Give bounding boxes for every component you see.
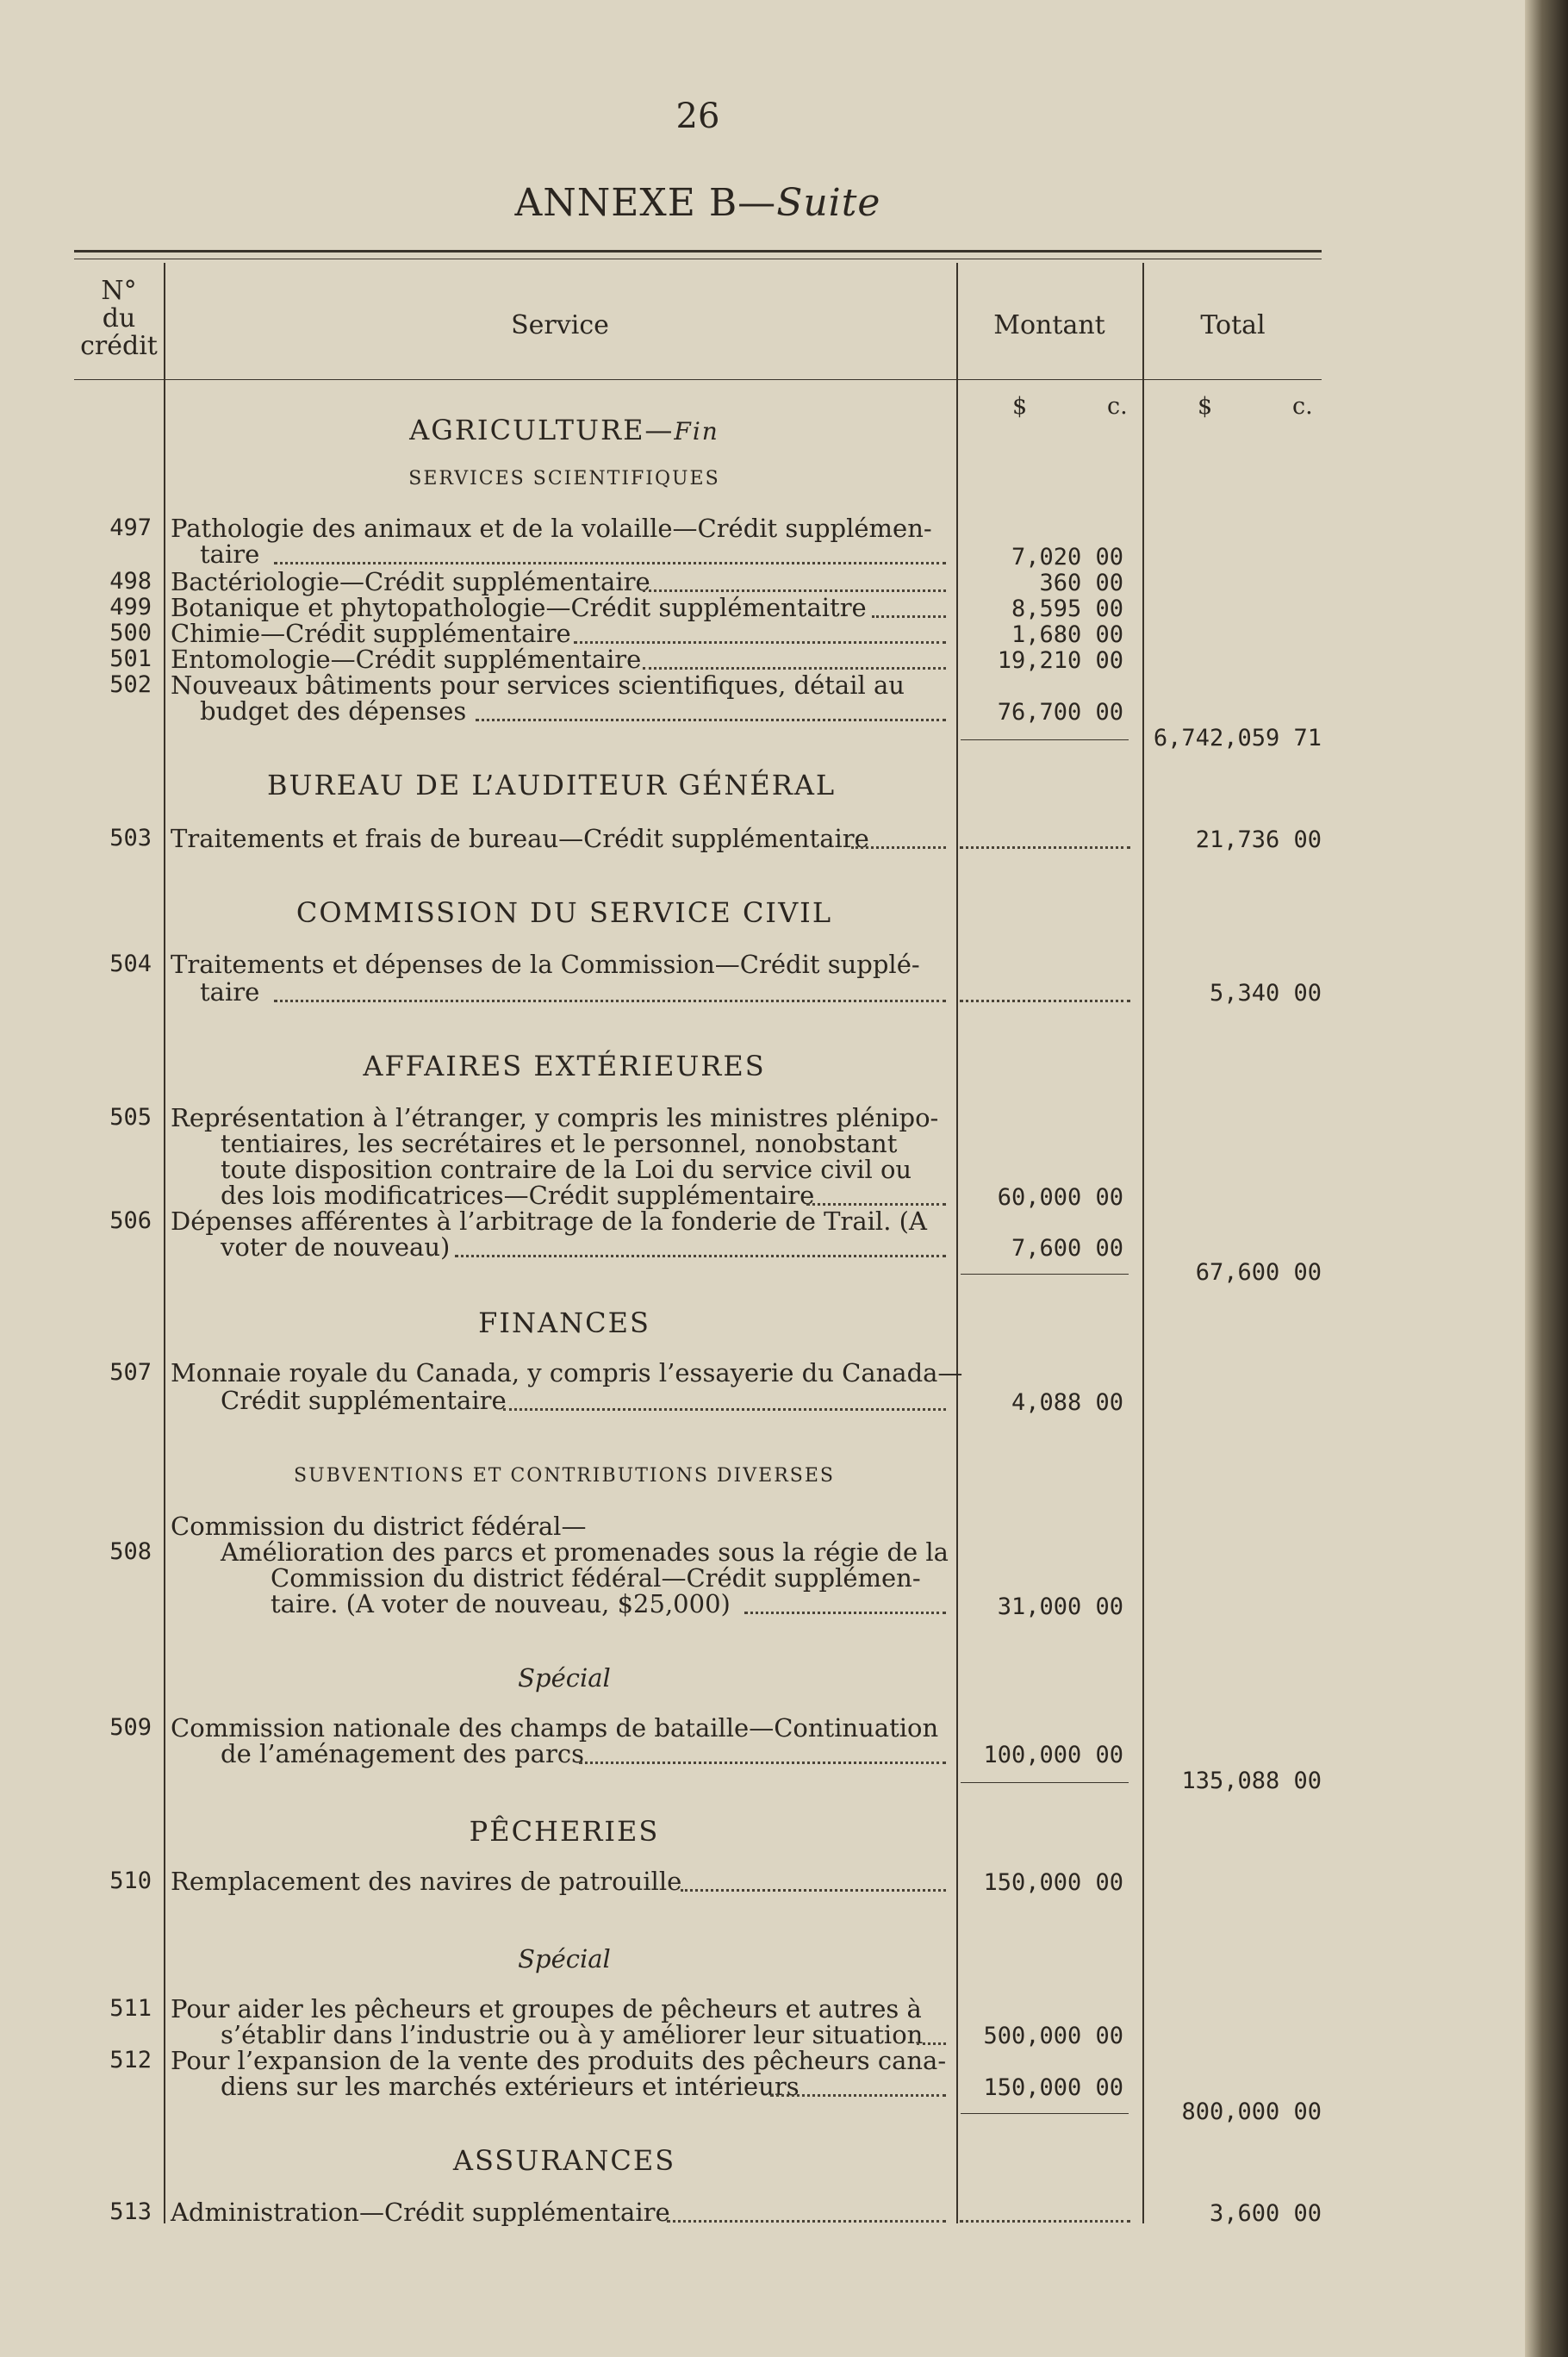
- montant-value: 1,680 00: [1011, 621, 1123, 648]
- montant-value: 150,000 00: [983, 2074, 1123, 2101]
- vote-description: Pour aider les pêcheurs et groupes de pêcheurs et autres à: [171, 1994, 922, 2023]
- column-header-total: Total: [1200, 310, 1266, 340]
- dot-leader: [872, 595, 946, 618]
- dot-leader: [667, 2199, 946, 2223]
- column-divider: [1142, 263, 1144, 2223]
- vote-description: des lois modificatrices—Crédit supplémentaire: [221, 1181, 815, 1210]
- dot-leader: [960, 2199, 1130, 2223]
- montant-value: 100,000 00: [983, 1742, 1123, 1768]
- vote-description: tentiaires, les secrétaires et le personnel, nonobstant: [221, 1129, 898, 1158]
- total-value: 67,600 00: [1195, 1259, 1322, 1286]
- vote-description: Botanique et phytopathologie—Crédit supplémentaitre: [171, 593, 867, 622]
- subtotal-rule: [961, 2113, 1129, 2114]
- vote-description: Bactériologie—Crédit supplémentaire: [171, 567, 650, 596]
- dot-leader: [770, 2073, 946, 2097]
- dot-leader: [574, 620, 946, 644]
- dot-leader: [806, 1182, 946, 1206]
- montant-value: 8,595 00: [1011, 595, 1123, 622]
- dot-leader: [960, 826, 1130, 849]
- column-header-montant: Montant: [993, 310, 1105, 340]
- page-number: 26: [675, 97, 720, 136]
- header-no-line: du: [102, 303, 136, 334]
- dot-leader: [476, 698, 946, 721]
- vote-description: taire: [200, 977, 260, 1007]
- total-value: 800,000 00: [1181, 2098, 1322, 2125]
- vote-number: 497: [109, 514, 152, 541]
- section-heading-pecheries: PÊCHERIES: [469, 1815, 660, 1848]
- vote-description: Administration—Crédit supplémentaire: [171, 2198, 670, 2227]
- vote-description: de l’aménagement des parcs: [221, 1739, 584, 1768]
- dot-leader: [744, 1591, 946, 1614]
- special-heading: Spécial: [518, 1663, 611, 1693]
- total-value: 135,088 00: [1181, 1768, 1322, 1794]
- column-header-no: [74, 277, 164, 360]
- vote-number: 511: [109, 1995, 152, 2022]
- dollar-sign: $: [1198, 393, 1213, 420]
- heading-fin: Fin: [674, 417, 719, 446]
- cents-label: c.: [1292, 393, 1313, 420]
- header-underline: [956, 379, 1142, 380]
- header-underline: [164, 379, 956, 380]
- title-suite: Suite: [776, 181, 881, 225]
- dot-leader: [503, 1387, 946, 1411]
- vote-number: 509: [109, 1714, 152, 1741]
- vote-description: taire. (A voter de nouveau, $25,000): [271, 1589, 731, 1618]
- dot-leader: [643, 646, 946, 670]
- section-heading-assurances: ASSURANCES: [452, 2144, 676, 2177]
- dollar-sign: $: [1012, 393, 1028, 420]
- vote-number: 512: [109, 2047, 152, 2073]
- total-value: 3,600 00: [1209, 2200, 1322, 2227]
- montant-value: 360 00: [1039, 570, 1123, 596]
- dot-leader: [274, 541, 946, 564]
- montant-value: 60,000 00: [997, 1184, 1123, 1211]
- header-underline: [74, 379, 164, 380]
- total-value: 5,340 00: [1209, 980, 1322, 1007]
- vote-description: taire: [200, 539, 260, 569]
- vote-description: Entomologie—Crédit supplémentaire: [171, 645, 642, 674]
- section-heading-auditeur: BUREAU DE L’AUDITEUR GÉNÉRAL: [267, 769, 837, 801]
- header-no-line: crédit: [80, 331, 158, 361]
- special-heading: Spécial: [518, 1944, 611, 1974]
- vote-description: Amélioration des parcs et promenades sous la régie de la: [221, 1537, 949, 1567]
- dot-leader: [274, 979, 946, 1002]
- vote-description: Commission du district fédéral—Crédit supplémen-: [271, 1563, 921, 1593]
- vote-number: 508: [109, 1538, 152, 1565]
- vote-number: 500: [109, 620, 152, 646]
- vote-description: Traitements et frais de bureau—Crédit supplémentaire: [171, 824, 869, 853]
- vote-number: 499: [109, 594, 152, 620]
- top-rule: [74, 250, 1322, 253]
- vote-description: Nouveaux bâtiments pour services scientifiques, détail au: [171, 670, 905, 700]
- vote-description: Commission du district fédéral—: [171, 1512, 587, 1541]
- vote-description: s’établir dans l’industrie ou à y améliorer leur situation: [221, 2020, 924, 2049]
- column-divider: [164, 263, 165, 2223]
- montant-value: 150,000 00: [983, 1869, 1123, 1896]
- section-heading-agriculture: [172, 414, 956, 446]
- vote-number: 506: [109, 1207, 152, 1234]
- vote-description: Commission nationale des champs de bataille—Continuation: [171, 1713, 939, 1743]
- vote-number: 501: [109, 645, 152, 672]
- dot-leader: [851, 826, 946, 849]
- vote-number: 507: [109, 1359, 152, 1386]
- vote-description: Pour l’expansion de la vente des produits des pêcheurs cana-: [171, 2046, 947, 2075]
- section-heading-affaires: AFFAIRES EXTÉRIEURES: [363, 1050, 766, 1082]
- vote-number: 513: [109, 2198, 152, 2225]
- vote-description: toute disposition contraire de la Loi du service civil ou: [221, 1155, 912, 1184]
- montant-value: 4,088 00: [1011, 1389, 1123, 1416]
- subtotal-rule: [961, 1274, 1129, 1275]
- subheading-services-scientifiques: SERVICES SCIENTIFIQUES: [408, 468, 720, 489]
- section-heading-commission: COMMISSION DU SERVICE CIVIL: [296, 896, 833, 929]
- vote-description: Remplacement des navires de patrouille: [171, 1867, 682, 1896]
- montant-value: 19,210 00: [997, 647, 1123, 674]
- total-value: 6,742,059 71: [1153, 725, 1322, 751]
- vote-description: Chimie—Crédit supplémentaire: [171, 619, 571, 648]
- vote-description: Pathologie des animaux et de la volaille—Crédit supplémen-: [171, 514, 932, 543]
- subheading-subventions: SUBVENTIONS ET CONTRIBUTIONS DIVERSES: [294, 1465, 835, 1487]
- header-no-line: N°: [101, 276, 137, 306]
- montant-value: 7,020 00: [1011, 544, 1123, 571]
- vote-number: 502: [109, 671, 152, 698]
- dot-leader: [455, 1234, 946, 1257]
- dot-leader: [681, 1868, 946, 1892]
- vote-description: Dépenses afférentes à l’arbitrage de la fonderie de Trail. (A: [171, 1207, 927, 1236]
- montant-value: 500,000 00: [983, 2023, 1123, 2049]
- total-value: 21,736 00: [1195, 826, 1322, 853]
- montant-value: 31,000 00: [997, 1593, 1123, 1620]
- montant-value: 7,600 00: [1011, 1235, 1123, 1262]
- montant-value: 76,700 00: [997, 699, 1123, 726]
- vote-description: Représentation à l’étranger, y compris les ministres plénipo-: [171, 1103, 939, 1132]
- cents-label: c.: [1107, 393, 1128, 420]
- column-header-service: Service: [511, 310, 609, 340]
- vote-number: 510: [109, 1868, 152, 1894]
- dot-leader: [643, 569, 946, 592]
- subtotal-rule: [961, 739, 1129, 740]
- vote-description: diens sur les marchés extérieurs et intérieurs: [221, 2072, 800, 2101]
- vote-number: 503: [109, 825, 152, 851]
- dot-leader: [960, 979, 1130, 1002]
- heading-text: AGRICULTURE—: [409, 414, 675, 446]
- page-binding-edge: [1525, 0, 1568, 2357]
- title-main: ANNEXE B—: [514, 181, 777, 225]
- section-heading-finances: FINANCES: [478, 1306, 650, 1339]
- dot-leader: [917, 2022, 946, 2045]
- vote-description: budget des dépenses: [200, 696, 467, 726]
- vote-description: Crédit supplémentaire: [221, 1386, 507, 1415]
- vote-description: Traitements et dépenses de la Commission—Crédit supplé-: [171, 950, 920, 979]
- vote-number: 505: [109, 1104, 152, 1131]
- dot-leader: [579, 1741, 946, 1764]
- page-title: [0, 181, 1396, 225]
- vote-number: 498: [109, 568, 152, 595]
- vote-description: Monnaie royale du Canada, y compris l’essayerie du Canada—: [171, 1358, 963, 1387]
- header-underline: [1142, 379, 1322, 380]
- subtotal-rule: [961, 1782, 1129, 1783]
- vote-number: 504: [109, 951, 152, 977]
- vote-description: voter de nouveau): [221, 1232, 451, 1262]
